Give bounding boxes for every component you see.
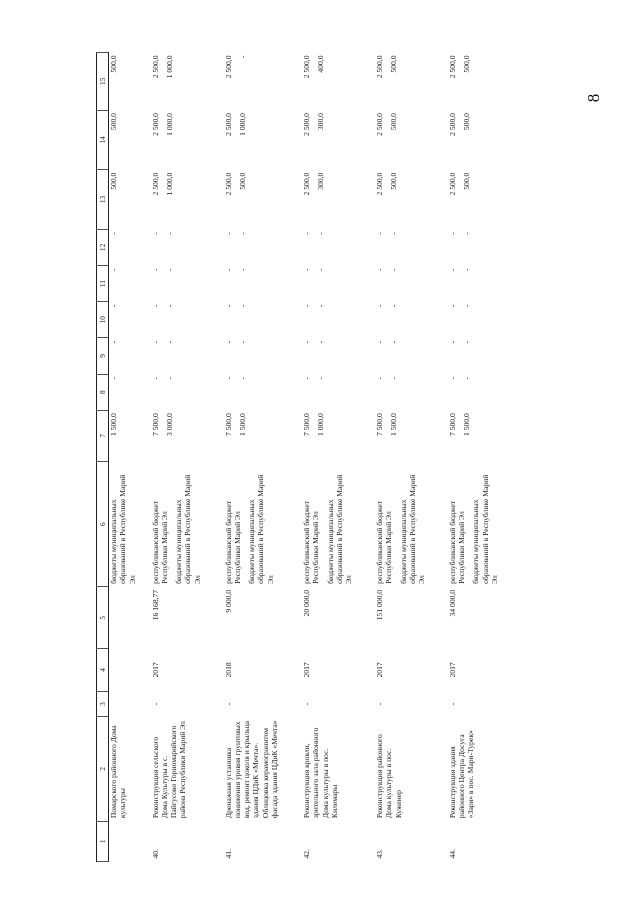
cell-c12 bbox=[372, 229, 445, 265]
value: - bbox=[223, 377, 233, 380]
value: - bbox=[389, 232, 399, 235]
value: - bbox=[150, 304, 160, 308]
source-label: республиканский бюджет Республики Марий Эл bbox=[447, 500, 467, 584]
cell-c10 bbox=[372, 302, 445, 338]
cell-cost: 151 000,0 bbox=[375, 589, 385, 621]
value: - bbox=[223, 232, 233, 235]
row-number: 43. bbox=[375, 849, 385, 859]
value: - bbox=[237, 268, 247, 271]
cell-cost: 16 168,77 bbox=[150, 589, 160, 621]
source-label: бюджеты муниципальных образований в Республике Марий Эл bbox=[471, 474, 499, 584]
cell-c15 bbox=[445, 53, 518, 111]
cell-c13 bbox=[148, 170, 221, 230]
column-header: 2 bbox=[97, 717, 109, 821]
cell-c12 bbox=[445, 229, 518, 265]
cell-col3 bbox=[109, 691, 148, 717]
cell-c15 bbox=[148, 53, 221, 111]
cell-c14 bbox=[445, 110, 518, 170]
value: - bbox=[164, 340, 174, 344]
row-number: 42. bbox=[302, 849, 312, 859]
value: 1 500,0 bbox=[389, 413, 399, 436]
value: - bbox=[462, 232, 472, 235]
value: 1 000,0 bbox=[316, 413, 326, 436]
cell-cost: 20 000,0 bbox=[302, 589, 312, 617]
cell-sources bbox=[299, 461, 372, 587]
cell-c7 bbox=[148, 410, 221, 461]
cell-c8 bbox=[109, 374, 148, 410]
cell-c8 bbox=[221, 374, 299, 410]
value: - bbox=[150, 377, 160, 380]
value: 500,0 bbox=[109, 113, 118, 131]
cell-cost: 34 000,0 bbox=[447, 589, 457, 617]
value: - bbox=[237, 55, 247, 59]
value: - bbox=[302, 304, 312, 308]
value: 2 500,0 bbox=[375, 113, 385, 136]
column-header: 15 bbox=[97, 53, 109, 111]
cell-c8 bbox=[445, 374, 518, 410]
source-label: бюджеты муниципальных образований в Республике Марий Эл bbox=[109, 474, 137, 584]
value: - bbox=[462, 268, 472, 271]
column-header: 7 bbox=[97, 410, 109, 461]
cell-c13 bbox=[299, 170, 372, 230]
cell-c11 bbox=[299, 265, 372, 301]
value: - bbox=[302, 268, 312, 271]
object-name: Реконструкция кровли, зрительного зала районного Дома культуры в пос. Килемары bbox=[302, 727, 339, 819]
rotated-table-container bbox=[96, 52, 518, 862]
value: 1 000,0 bbox=[164, 172, 174, 196]
cell-c9 bbox=[148, 338, 221, 374]
value: - bbox=[223, 304, 233, 308]
value: - bbox=[109, 232, 118, 235]
cell-c12 bbox=[299, 229, 372, 265]
value: - bbox=[375, 304, 385, 308]
cell-c14 bbox=[109, 110, 148, 170]
value: 500,0 bbox=[462, 55, 472, 73]
value: 2 500,0 bbox=[150, 172, 160, 196]
row-number: 44. bbox=[447, 849, 457, 859]
value: - bbox=[237, 304, 247, 308]
cell-c10 bbox=[221, 302, 299, 338]
cell-c8 bbox=[372, 374, 445, 410]
value: - bbox=[316, 340, 326, 344]
cell-c11 bbox=[445, 265, 518, 301]
value: 2 500,0 bbox=[302, 172, 312, 196]
value: - bbox=[316, 232, 326, 235]
value: 1 000,0 bbox=[164, 113, 174, 136]
value: - bbox=[164, 268, 174, 271]
cell-sources bbox=[372, 461, 445, 587]
cell-c13 bbox=[221, 170, 299, 230]
source-label: республиканский бюджет Республики Марий Эл bbox=[375, 500, 394, 584]
column-header: 14 bbox=[97, 110, 109, 170]
cell-c14 bbox=[221, 110, 299, 170]
cell-c11 bbox=[221, 265, 299, 301]
column-header: 10 bbox=[97, 302, 109, 338]
cell-c7 bbox=[299, 410, 372, 461]
value: 500,0 bbox=[109, 172, 118, 190]
source-label: республиканский бюджет Республики Марий Эл bbox=[223, 500, 242, 584]
value: - bbox=[375, 377, 385, 380]
cell-year: 2018 bbox=[223, 662, 233, 678]
value: 2 500,0 bbox=[447, 55, 457, 79]
column-header: 12 bbox=[97, 229, 109, 265]
value: 2 500,0 bbox=[223, 113, 233, 136]
column-header: 8 bbox=[97, 374, 109, 410]
cell-c15 bbox=[221, 53, 299, 111]
value: 500,0 bbox=[389, 172, 399, 190]
value: - bbox=[302, 340, 312, 344]
table-row bbox=[299, 53, 372, 862]
cell-c11 bbox=[372, 265, 445, 301]
value: - bbox=[302, 377, 312, 380]
value: 2 500,0 bbox=[447, 172, 457, 196]
cell-c11 bbox=[148, 265, 221, 301]
cell-c9 bbox=[445, 338, 518, 374]
source-label: бюджеты муниципальных образований в Республике Марий Эл bbox=[174, 474, 202, 584]
source-label: бюджеты муниципальных образований в Республике Марий Эл bbox=[398, 474, 427, 584]
cell-c13 bbox=[372, 170, 445, 230]
value: - bbox=[462, 340, 472, 344]
column-header: 4 bbox=[97, 649, 109, 692]
row-number: 40. bbox=[150, 849, 160, 859]
cell-col3: - bbox=[447, 702, 457, 706]
value: 500,0 bbox=[237, 172, 247, 190]
table-row bbox=[221, 53, 299, 862]
value: 500,0 bbox=[389, 113, 399, 131]
column-header: 13 bbox=[97, 170, 109, 230]
value: - bbox=[150, 268, 160, 271]
cell-c7 bbox=[445, 410, 518, 461]
row-number: 41. bbox=[223, 849, 233, 859]
value: 1 500,0 bbox=[237, 413, 247, 436]
cell-year: 2017 bbox=[302, 662, 312, 678]
column-header: 5 bbox=[97, 587, 109, 649]
value: 2 500,0 bbox=[375, 172, 385, 196]
value: - bbox=[109, 340, 118, 344]
table-row bbox=[372, 53, 445, 862]
table-header bbox=[97, 53, 109, 862]
value: 1 000,0 bbox=[164, 55, 174, 79]
budget-table bbox=[96, 52, 518, 862]
value: 2 500,0 bbox=[302, 113, 312, 136]
value: 2 500,0 bbox=[375, 55, 385, 79]
value: - bbox=[447, 304, 457, 308]
value: 500,0 bbox=[462, 172, 472, 190]
table-row bbox=[445, 53, 518, 862]
value: - bbox=[462, 304, 472, 308]
object-name: Дренажная установка понижения уровня грунтовых вод, ремонт цоколя и крыльца здания ЦДиК «Мечта». Облицовка керамогранитом фасада здания ЦДиК «Мечта» bbox=[223, 720, 279, 819]
cell-c12 bbox=[221, 229, 299, 265]
value: - bbox=[462, 377, 472, 380]
cell-c8 bbox=[148, 374, 221, 410]
cell-c13 bbox=[445, 170, 518, 230]
cell-year: 2017 bbox=[447, 662, 457, 678]
column-header: 9 bbox=[97, 338, 109, 374]
value: 2 500,0 bbox=[223, 55, 233, 79]
value: 500,0 bbox=[389, 55, 399, 73]
cell-c11 bbox=[109, 265, 148, 301]
value: 500,0 bbox=[109, 55, 118, 73]
value: - bbox=[447, 232, 457, 235]
cell-c10 bbox=[109, 302, 148, 338]
value: 1 500,0 bbox=[109, 413, 118, 436]
cell-c8 bbox=[299, 374, 372, 410]
cell-c14 bbox=[148, 110, 221, 170]
cell-cost: 9 000,0 bbox=[223, 589, 233, 613]
source-label: республиканский бюджет Республики Марий Эл bbox=[302, 500, 321, 584]
cell-c15 bbox=[109, 53, 148, 111]
cell-sources bbox=[221, 461, 299, 587]
cell-c10 bbox=[445, 302, 518, 338]
source-label: бюджеты муниципальных образований в Республике Марий Эл bbox=[247, 474, 275, 584]
column-header: 3 bbox=[97, 691, 109, 717]
value: - bbox=[164, 232, 174, 235]
cell-c15 bbox=[299, 53, 372, 111]
value: 2 500,0 bbox=[150, 55, 160, 79]
value: - bbox=[389, 340, 399, 344]
value: - bbox=[109, 377, 118, 380]
value: - bbox=[375, 340, 385, 344]
cell-col3: - bbox=[223, 702, 233, 706]
cell-sources bbox=[109, 461, 148, 587]
cell-c10 bbox=[148, 302, 221, 338]
value: 1 000,0 bbox=[237, 113, 247, 136]
value: - bbox=[389, 268, 399, 271]
table-body bbox=[109, 53, 519, 862]
value: - bbox=[237, 340, 247, 344]
value: 1 500,0 bbox=[462, 413, 472, 436]
cell-c9 bbox=[372, 338, 445, 374]
cell-c12 bbox=[148, 229, 221, 265]
value: 300,0 bbox=[316, 172, 326, 190]
value: - bbox=[150, 232, 160, 235]
column-header: 1 bbox=[97, 821, 109, 861]
value: - bbox=[302, 232, 312, 235]
cell-cost bbox=[109, 587, 148, 649]
object-name: Реконструкция сельского Дома Культуры в с. Пайгусово Горномарийского района Республики Марий Эл bbox=[150, 721, 188, 819]
cell-c12 bbox=[109, 229, 148, 265]
value: - bbox=[223, 268, 233, 271]
cell-sources bbox=[445, 461, 518, 587]
cell-year: 2017 bbox=[375, 662, 385, 678]
value: - bbox=[389, 377, 399, 380]
value: - bbox=[150, 340, 160, 344]
value: 2 500,0 bbox=[223, 172, 233, 196]
value: - bbox=[316, 268, 326, 271]
value: - bbox=[389, 304, 399, 308]
value: 500,0 bbox=[462, 113, 472, 131]
value: 7 500,0 bbox=[375, 413, 385, 436]
header-row bbox=[97, 53, 109, 862]
value: 400,0 bbox=[316, 55, 326, 73]
value: 7 500,0 bbox=[150, 413, 160, 436]
cell-col3: - bbox=[302, 702, 312, 706]
cell-c14 bbox=[299, 110, 372, 170]
table-row bbox=[109, 53, 148, 862]
column-header: 11 bbox=[97, 265, 109, 301]
object-name: Помарского районного Дома культуры bbox=[109, 725, 128, 819]
object-name: Реконструкция районного Дома культуры в пос. Куженер bbox=[375, 734, 403, 819]
table-row bbox=[148, 53, 221, 862]
cell-c9 bbox=[221, 338, 299, 374]
cell-year: 2017 bbox=[150, 662, 160, 678]
source-label: бюджеты муниципальных образований в Республике Марий Эл bbox=[325, 474, 354, 584]
cell-c10 bbox=[299, 302, 372, 338]
source-label: республиканский бюджет Республики Марий Эл bbox=[150, 500, 169, 584]
row-number bbox=[109, 821, 148, 861]
value: - bbox=[375, 268, 385, 271]
value: - bbox=[447, 377, 457, 380]
cell-c9 bbox=[299, 338, 372, 374]
value: 7 500,0 bbox=[447, 413, 457, 436]
value: - bbox=[447, 268, 457, 271]
column-header: 6 bbox=[97, 461, 109, 587]
value: 7 500,0 bbox=[302, 413, 312, 436]
object-name: Реконструкция здания районного Центра Досуга «Заря» в пос. Мари-Турек» bbox=[447, 730, 476, 819]
cell-c7 bbox=[372, 410, 445, 461]
value: - bbox=[109, 268, 118, 271]
cell-c7 bbox=[109, 410, 148, 461]
value: 2 500,0 bbox=[150, 113, 160, 136]
value: 3 000,0 bbox=[164, 413, 174, 436]
value: 2 500,0 bbox=[447, 113, 457, 136]
value: - bbox=[316, 377, 326, 380]
page-number: 8 bbox=[584, 93, 603, 103]
cell-col3: - bbox=[150, 702, 160, 706]
value: - bbox=[164, 377, 174, 380]
value: 300,0 bbox=[316, 113, 326, 131]
value: - bbox=[375, 232, 385, 235]
value: 2 500,0 bbox=[302, 55, 312, 79]
cell-c7 bbox=[221, 410, 299, 461]
value: - bbox=[164, 304, 174, 308]
cell-year bbox=[109, 649, 148, 692]
value: 7 500,0 bbox=[223, 413, 233, 436]
value: - bbox=[237, 232, 247, 235]
cell-col3: - bbox=[375, 702, 385, 706]
cell-sources bbox=[148, 461, 221, 587]
value: - bbox=[237, 377, 247, 380]
value: - bbox=[316, 304, 326, 308]
value: - bbox=[223, 340, 233, 344]
value: - bbox=[447, 340, 457, 344]
cell-c14 bbox=[372, 110, 445, 170]
cell-c9 bbox=[109, 338, 148, 374]
cell-c13 bbox=[109, 170, 148, 230]
cell-c15 bbox=[372, 53, 445, 111]
value: - bbox=[109, 304, 118, 308]
